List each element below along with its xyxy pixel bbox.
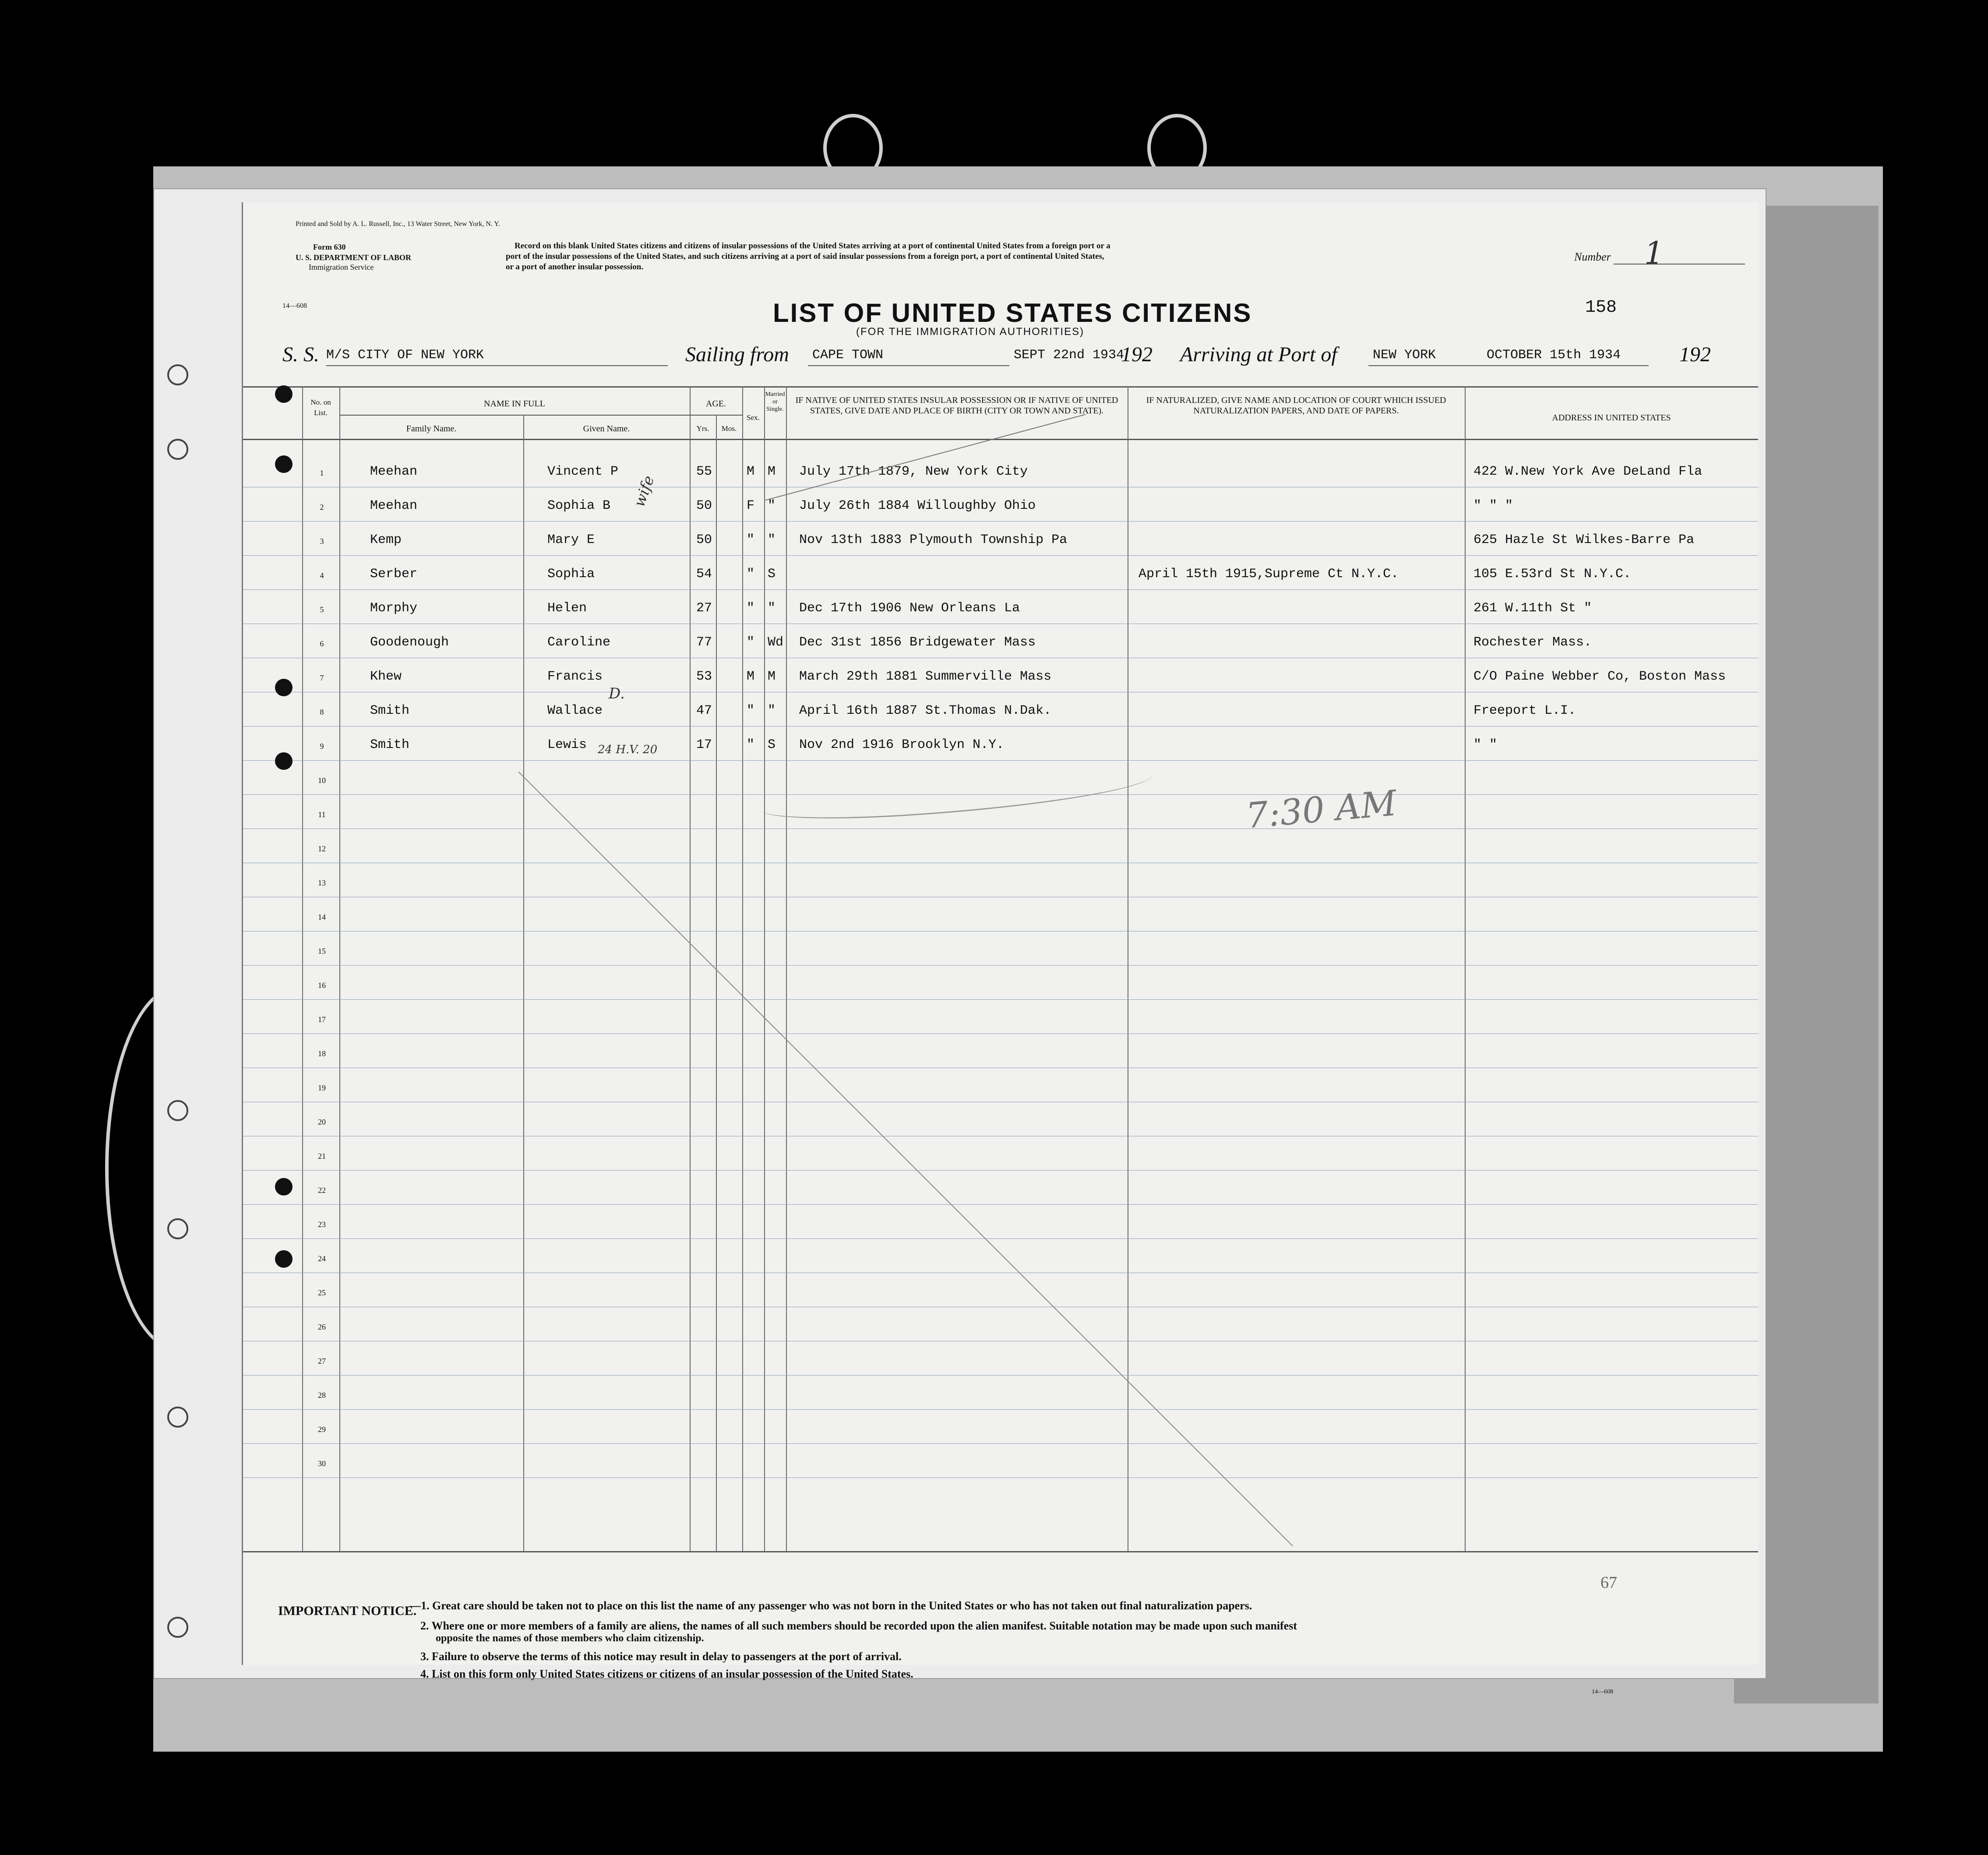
row-rule xyxy=(243,1033,1758,1034)
row-number: 17 xyxy=(318,1015,326,1024)
punch-hole xyxy=(275,1178,293,1196)
family-name-cell: Morphy xyxy=(370,601,418,616)
binder-hole xyxy=(167,364,188,385)
row-number: 11 xyxy=(318,810,326,819)
sex-cell: " xyxy=(747,635,755,650)
marital-status-cell: " xyxy=(768,533,776,547)
row-number: 7 xyxy=(320,674,324,682)
annotation-time: 7:30 AM xyxy=(1244,783,1399,836)
row-rule xyxy=(243,1409,1758,1410)
row-number: 26 xyxy=(318,1322,326,1331)
number-label: Number xyxy=(1574,250,1611,263)
col-married: Married or Single. xyxy=(765,391,785,413)
instruction-line-1: Record on this blank United States citizens and citizens of insular possessions of the United States arriving at a port of continental United States from a foreign port or a xyxy=(515,241,1110,250)
sailing-underline xyxy=(808,365,1009,366)
notice-label: IMPORTANT NOTICE. xyxy=(278,1604,417,1618)
row-rule xyxy=(243,521,1758,522)
pencil-diagonal-top xyxy=(764,414,1086,501)
col-line xyxy=(716,415,717,1551)
col-line xyxy=(764,386,765,1551)
col-name-in-full: NAME IN FULL xyxy=(484,399,545,409)
arriving-label: Arriving at Port of xyxy=(1180,343,1337,366)
row-number: 10 xyxy=(318,776,326,785)
punch-hole xyxy=(275,752,293,770)
notice-item-2: 2. Where one or more members of a family are aliens, the names of all such members should be recorded upon the alien manifest. Suitable notation may be made upon such manifest xyxy=(420,1619,1297,1632)
row-number: 12 xyxy=(318,844,326,853)
family-name-cell: Smith xyxy=(370,703,410,718)
sex-cell: " xyxy=(747,567,755,582)
family-name-cell: Smith xyxy=(370,737,410,752)
service: Immigration Service xyxy=(309,263,374,272)
row-rule xyxy=(243,589,1758,590)
row-rule xyxy=(243,965,1758,966)
col-line xyxy=(1465,386,1466,1551)
marital-status-cell: M xyxy=(768,669,776,684)
col-line xyxy=(786,386,787,1551)
sex-cell: F xyxy=(747,498,755,513)
row-number: 27 xyxy=(318,1357,326,1365)
address-cell: Freeport L.I. xyxy=(1473,703,1576,718)
row-rule xyxy=(243,760,1758,761)
footer-code: 14—608 xyxy=(1592,1689,1613,1695)
family-name-cell: Meehan xyxy=(370,464,418,479)
sex-cell: M xyxy=(747,464,755,479)
row-rule xyxy=(243,555,1758,556)
address-cell: C/O Paine Webber Co, Boston Mass xyxy=(1473,669,1726,684)
family-name-cell: Goodenough xyxy=(370,635,449,650)
family-name-cell: Meehan xyxy=(370,498,418,513)
document-page xyxy=(153,188,1766,1695)
col-line xyxy=(690,386,691,1551)
row-number: 18 xyxy=(318,1049,326,1058)
col-birth: IF NATIVE OF UNITED STATES INSULAR POSSESSION OR IF NATIVE OF UNITED STATES, GIVE DATE AND PLACE OF BIRTH (CITY OR TOWN AND STATE). xyxy=(795,395,1118,416)
family-name-cell: Kemp xyxy=(370,533,402,547)
row-number: 13 xyxy=(318,878,326,887)
row-number: 20 xyxy=(318,1118,326,1126)
row-number: 3 xyxy=(320,537,324,546)
age-years-cell: 54 xyxy=(696,567,712,582)
age-years-cell: 50 xyxy=(696,533,712,547)
row-number: 1 xyxy=(320,469,324,477)
binder-hole xyxy=(167,1407,188,1428)
department: U. S. DEPARTMENT OF LABOR xyxy=(296,253,412,262)
marital-status-cell: " xyxy=(768,703,776,718)
birth-cell: Dec 31st 1856 Bridgewater Mass xyxy=(799,635,1036,650)
pencil-diagonal xyxy=(518,772,1293,1546)
ship-underline xyxy=(326,365,668,366)
form-number: Form 630 xyxy=(313,243,346,251)
row-number: 29 xyxy=(318,1425,326,1434)
arriving-date: OCTOBER 15th 1934 xyxy=(1487,348,1621,363)
col-given-name: Given Name. xyxy=(583,424,630,434)
annotation-wife: wife xyxy=(631,473,658,509)
col-age: AGE. xyxy=(705,399,726,409)
binder-hole xyxy=(167,439,188,460)
notice-item-3: 3. Failure to observe the terms of this notice may result in delay to passengers at the port of arrival. xyxy=(420,1650,902,1663)
row-number: 4 xyxy=(320,571,324,580)
given-name-cell: Caroline xyxy=(547,635,611,650)
instruction-line-2: port of the insular possessions of the United States, and such citizens arriving at a port of said insular possessions from a foreign port, a port of continental United States, xyxy=(506,252,1104,261)
row-number: 21 xyxy=(318,1152,326,1160)
page-number: 67 xyxy=(1600,1573,1617,1592)
punch-hole xyxy=(275,385,293,403)
given-name-cell: Francis xyxy=(547,669,603,684)
binder-hole xyxy=(167,1617,188,1638)
address-cell: Rochester Mass. xyxy=(1473,635,1592,650)
given-name-cell: Sophia xyxy=(547,567,595,582)
family-name-cell: Serber xyxy=(370,567,418,582)
row-number: 2 xyxy=(320,503,324,511)
sex-cell: M xyxy=(747,669,755,684)
col-mos: Mos. xyxy=(721,424,737,433)
age-years-cell: 27 xyxy=(696,601,712,616)
col-address: ADDRESS IN UNITED STATES xyxy=(1552,413,1671,423)
sailing-label: Sailing from xyxy=(685,343,789,366)
row-number: 30 xyxy=(318,1459,326,1468)
instruction-line-3: or a port of another insular possession. xyxy=(506,262,644,272)
sailing-year-print: 192 xyxy=(1121,343,1153,366)
notice-item-2-cont: opposite the names of those members who claim citizenship. xyxy=(436,1633,704,1644)
notice-item-1: —1. Great care should be taken not to place on this list the name of any passenger who was not born in the United States or who has not taken out final naturalization papers. xyxy=(409,1599,1252,1612)
col-family-name: Family Name. xyxy=(406,424,457,434)
row-number: 16 xyxy=(318,981,326,990)
address-cell: 261 W.11th St " xyxy=(1473,601,1592,616)
form-code: 14—608 xyxy=(282,302,307,310)
row-rule xyxy=(243,1443,1758,1444)
annotation-lewis-note: 24 H.V. 20 xyxy=(598,743,658,756)
row-number: 19 xyxy=(318,1083,326,1092)
birth-cell: March 29th 1881 Summerville Mass xyxy=(799,669,1052,684)
col-yrs: Yrs. xyxy=(696,424,709,433)
marital-status-cell: Wd xyxy=(768,635,784,650)
row-number: 25 xyxy=(318,1288,326,1297)
col-naturalized: IF NATURALIZED, GIVE NAME AND LOCATION OF COURT WHICH ISSUED NATURALIZATION PAPERS, AND DATE OF PAPERS. xyxy=(1146,395,1446,416)
sex-cell: " xyxy=(747,703,755,718)
col-line xyxy=(742,386,743,1551)
age-years-cell: 50 xyxy=(696,498,712,513)
marital-status-cell: S xyxy=(768,567,776,582)
age-years-cell: 53 xyxy=(696,669,712,684)
row-number: 24 xyxy=(318,1254,326,1263)
birth-cell: Nov 2nd 1916 Brooklyn N.Y. xyxy=(799,737,1005,752)
row-number: 8 xyxy=(320,708,324,716)
printer-line: Printed and Sold by A. L. Russell, Inc., 13 Water Street, New York, N. Y. xyxy=(296,220,500,228)
col-line xyxy=(339,386,340,1551)
row-rule xyxy=(243,1238,1758,1239)
row-number: 9 xyxy=(320,742,324,751)
binder-hole xyxy=(167,1218,188,1239)
address-cell: " " " xyxy=(1473,498,1513,513)
marital-status-cell: M xyxy=(768,464,776,479)
annotation-francis-initial: D. xyxy=(609,685,625,702)
sex-cell: " xyxy=(747,601,755,616)
ship-name: M/S CITY OF NEW YORK xyxy=(326,348,484,363)
row-number: 28 xyxy=(318,1391,326,1400)
given-name-cell: Wallace xyxy=(547,703,603,718)
age-years-cell: 77 xyxy=(696,635,712,650)
sailing-date: SEPT 22nd 1934 xyxy=(1014,348,1124,363)
age-years-cell: 55 xyxy=(696,464,712,479)
given-name-cell: Vincent P xyxy=(547,464,619,479)
name-subrule xyxy=(339,415,690,416)
birth-cell: Nov 13th 1883 Plymouth Township Pa xyxy=(799,533,1068,547)
address-cell: " " xyxy=(1473,737,1498,752)
birth-cell: July 17th 1879, New York City xyxy=(799,464,1028,479)
row-number: 5 xyxy=(320,605,324,614)
row-number: 15 xyxy=(318,947,326,956)
birth-cell: April 16th 1887 St.Thomas N.Dak. xyxy=(799,703,1052,718)
arriving-year-print: 192 xyxy=(1679,343,1711,366)
arriving-port: NEW YORK xyxy=(1373,348,1436,363)
arriving-underline xyxy=(1368,365,1649,366)
number-value: 1 xyxy=(1644,235,1664,271)
naturalization-cell: April 15th 1915,Supreme Ct N.Y.C. xyxy=(1139,567,1399,582)
binder-hole xyxy=(167,1100,188,1121)
row-rule xyxy=(243,999,1758,1000)
col-line xyxy=(523,415,524,1551)
marital-status-cell: " xyxy=(768,601,776,616)
given-name-cell: Lewis xyxy=(547,737,587,752)
given-name-cell: Sophia B xyxy=(547,498,611,513)
given-name-cell: Mary E xyxy=(547,533,595,547)
given-name-cell: Helen xyxy=(547,601,587,616)
address-cell: 422 W.New York Ave DeLand Fla xyxy=(1473,464,1702,479)
age-years-cell: 47 xyxy=(696,703,712,718)
sex-cell: " xyxy=(747,533,755,547)
address-cell: 105 E.53rd St N.Y.C. xyxy=(1473,567,1632,582)
notice-item-4: 4. List on this form only United States citizens or citizens of an insular possession of the United States. xyxy=(420,1668,913,1680)
marital-status-cell: " xyxy=(768,498,776,513)
table-bottom-rule xyxy=(243,1551,1758,1552)
signature-scribble xyxy=(759,758,1155,826)
immigration-form xyxy=(242,202,1758,1695)
row-number: 14 xyxy=(318,913,326,921)
row-rule xyxy=(243,1204,1758,1205)
table-top-rule xyxy=(243,386,1758,388)
page-title: LIST OF UNITED STATES CITIZENS xyxy=(773,298,1252,328)
col-sex: Sex. xyxy=(747,413,760,422)
family-name-cell: Khew xyxy=(370,669,402,684)
page-subtitle: (FOR THE IMMIGRATION AUTHORITIES) xyxy=(856,326,1085,338)
page-stamp: 158 xyxy=(1585,298,1617,317)
ss-label: S. S. xyxy=(282,343,319,366)
marital-status-cell: S xyxy=(768,737,776,752)
row-number: 23 xyxy=(318,1220,326,1229)
row-rule xyxy=(243,1170,1758,1171)
birth-cell: July 26th 1884 Willoughby Ohio xyxy=(799,498,1036,513)
sailing-from: CAPE TOWN xyxy=(812,348,884,363)
row-number: 22 xyxy=(318,1186,326,1195)
punch-hole xyxy=(275,679,293,696)
header-bottom-rule xyxy=(243,439,1758,440)
sex-cell: " xyxy=(747,737,755,752)
age-years-cell: 17 xyxy=(696,737,712,752)
col-line xyxy=(302,386,303,1551)
address-cell: 625 Hazle St Wilkes-Barre Pa xyxy=(1473,533,1695,547)
punch-hole xyxy=(275,1250,293,1268)
row-number: 6 xyxy=(320,639,324,648)
col-no: No. on List. xyxy=(310,398,331,417)
age-subrule xyxy=(690,415,742,416)
punch-hole xyxy=(275,455,293,473)
birth-cell: Dec 17th 1906 New Orleans La xyxy=(799,601,1020,616)
